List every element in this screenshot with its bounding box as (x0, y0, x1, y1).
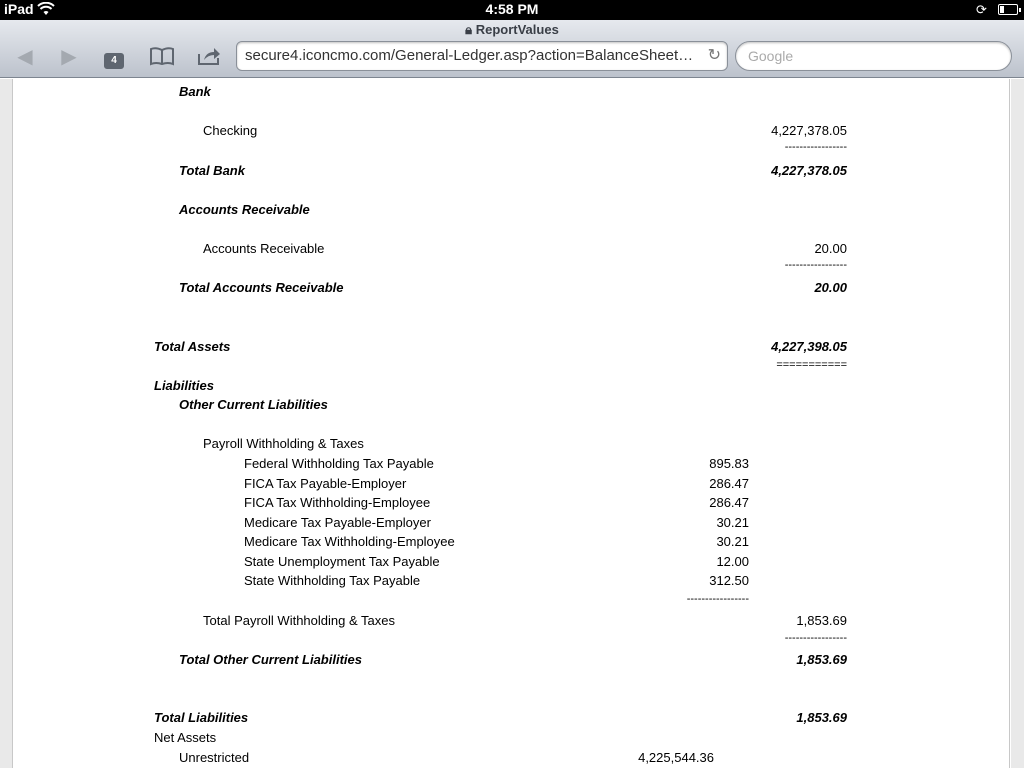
bookmarks-button[interactable] (147, 46, 177, 70)
payroll-heading: Payroll Withholding & Taxes (203, 436, 364, 451)
list-item-label: Medicare Tax Withholding-Employee (244, 534, 455, 549)
page-title (0, 22, 1024, 38)
page-gutter-right (1011, 79, 1024, 768)
separator-line: ----------------- (784, 259, 847, 271)
url-text: secure4.iconcmo.com/General-Ledger.asp?action=BalanceSheet… (245, 47, 694, 64)
ar-label: Accounts Receivable (203, 241, 325, 256)
total-assets-value: 4,227,398.05 (771, 339, 847, 354)
bank-heading: Bank (179, 84, 211, 99)
list-item-label: FICA Tax Withholding-Employee (244, 495, 431, 510)
rotation-lock-icon: ⟳ (976, 2, 987, 17)
total-payroll-label: Total Payroll Withholding & Taxes (203, 613, 395, 628)
forward-button[interactable]: ▶ (61, 46, 77, 68)
separator-line: ----------------- (784, 632, 847, 644)
list-item-value: 286.47 (709, 495, 749, 510)
reload-icon[interactable]: ↻ (707, 47, 721, 64)
list-item-label: State Withholding Tax Payable (244, 573, 421, 588)
clock: 4:58 PM (485, 1, 539, 17)
total-bank-value: 4,227,378.05 (771, 163, 847, 178)
double-separator-line: =========== (776, 359, 847, 371)
total-ar-value: 20.00 (814, 280, 847, 295)
search-input[interactable] (735, 41, 1012, 71)
tab-count: 4 (104, 53, 124, 69)
ocl-heading: Other Current Liabilities (179, 397, 328, 412)
list-item-label: Medicare Tax Payable-Employer (244, 515, 431, 530)
liabilities-heading: Liabilities (154, 378, 214, 393)
status-bar (0, 0, 1024, 20)
list-item-value: 30.21 (716, 515, 749, 530)
back-button[interactable]: ◀ (17, 46, 33, 68)
total-assets-label: Total Assets (154, 339, 231, 354)
checking-label: Checking (203, 123, 258, 138)
separator-line: ----------------- (686, 593, 749, 605)
checking-value: 4,227,378.05 (771, 123, 847, 138)
list-item-value: 286.47 (709, 476, 749, 491)
book-icon (149, 46, 175, 66)
total-liabilities-value: 1,853.69 (796, 710, 847, 725)
total-payroll-value: 1,853.69 (796, 613, 847, 628)
total-ar-label: Total Accounts Receivable (179, 280, 344, 295)
list-item-label: Federal Withholding Tax Payable (244, 456, 434, 471)
carrier-label: iPad (4, 1, 34, 17)
list-item-label: State Unemployment Tax Payable (244, 554, 440, 569)
report-page[interactable] (12, 79, 1010, 768)
page-title-text: ReportValues (475, 22, 559, 37)
page-gutter-left (0, 79, 12, 768)
url-field[interactable] (236, 41, 728, 71)
search-placeholder: Google (748, 48, 794, 64)
separator-line: ----------------- (784, 141, 847, 153)
ar-value: 20.00 (814, 241, 847, 256)
total-ocl-value: 1,853.69 (796, 652, 847, 667)
total-ocl-label: Total Other Current Liabilities (179, 652, 362, 667)
lock-icon: 🔒︎ (465, 22, 473, 37)
net-assets-heading: Net Assets (154, 730, 217, 745)
unrestricted-value: 4,225,544.36 (638, 750, 714, 765)
total-bank-label: Total Bank (179, 163, 245, 178)
browser-toolbar (0, 20, 1024, 78)
list-item-label: FICA Tax Payable-Employer (244, 476, 407, 491)
list-item-value: 312.50 (709, 573, 749, 588)
share-button[interactable] (194, 46, 224, 70)
ar-heading: Accounts Receivable (179, 202, 310, 217)
list-item-value: 895.83 (709, 456, 749, 471)
share-icon (196, 46, 222, 66)
total-liabilities-label: Total Liabilities (154, 710, 249, 725)
battery-icon (998, 4, 1018, 15)
list-item-value: 30.21 (716, 534, 749, 549)
list-item-value: 12.00 (716, 554, 749, 569)
unrestricted-label: Unrestricted (179, 750, 250, 765)
tabs-button[interactable] (99, 46, 129, 70)
